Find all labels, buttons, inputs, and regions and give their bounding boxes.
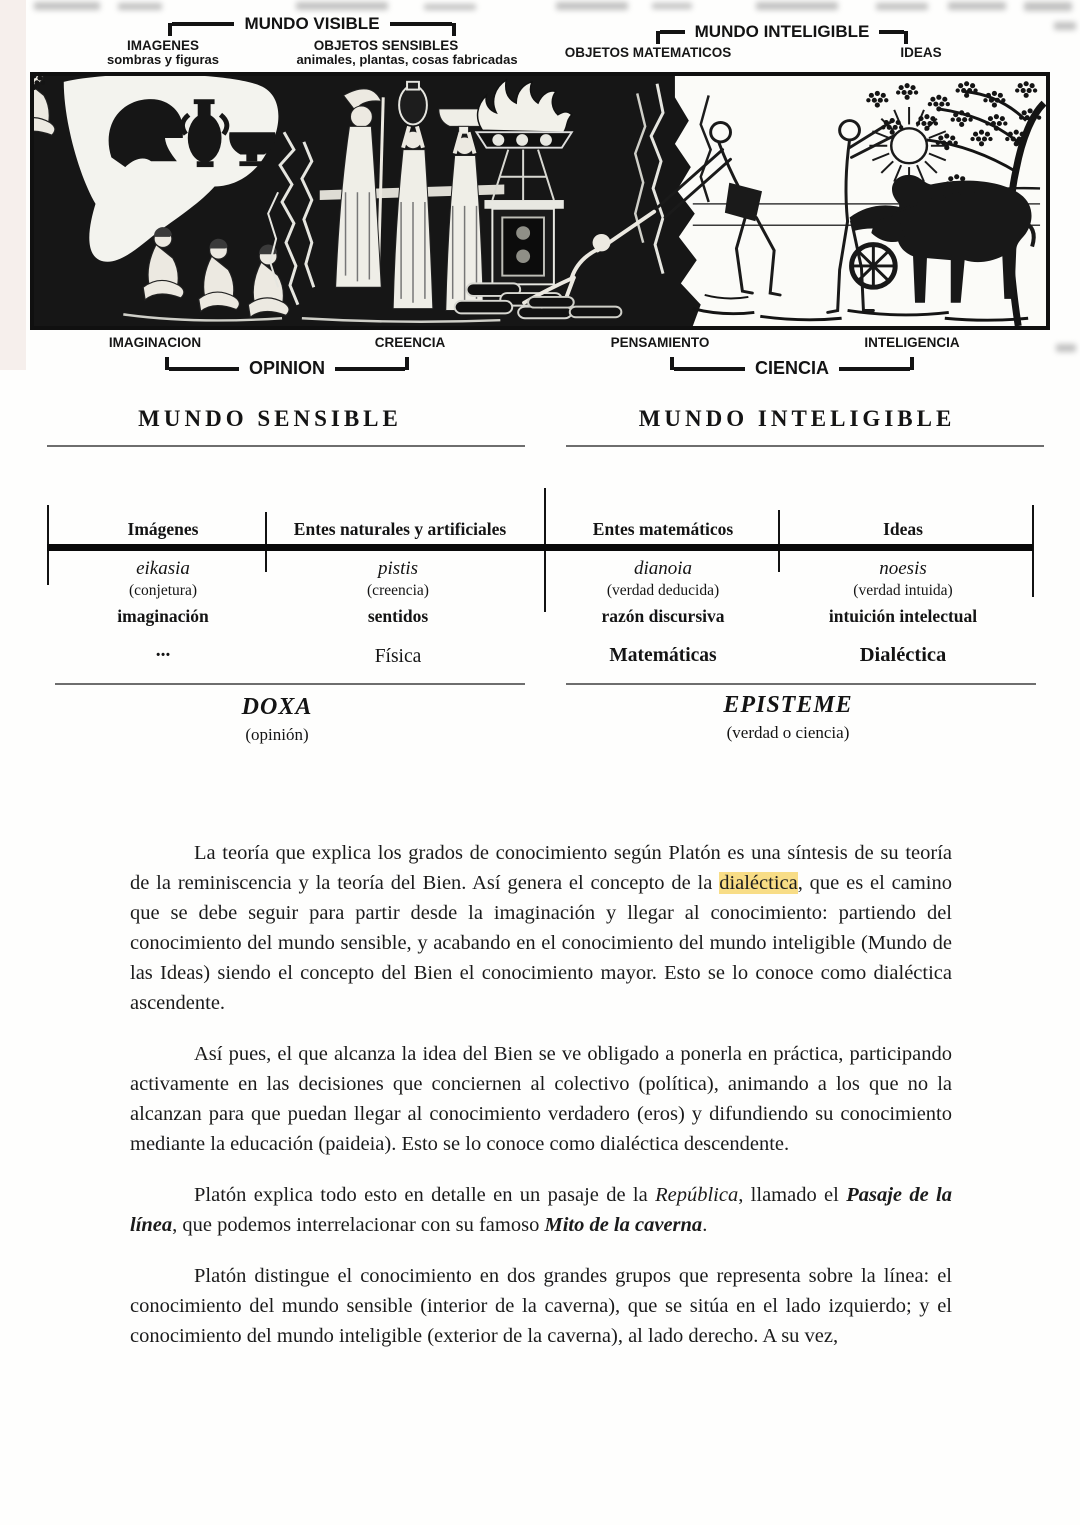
creencia-label: CREENCIA: [374, 335, 446, 350]
gloss-conjetura: (conjetura): [129, 582, 197, 599]
mundo-visible-bracket: [168, 14, 456, 34]
mundo-inteligible-bracket: [656, 22, 908, 42]
objetos-sensibles-sublabel: animales, plantas, cosas fabricadas: [296, 52, 518, 67]
scan-artifact: [296, 2, 388, 10]
scan-artifact: [756, 2, 838, 10]
title-rule-right: [566, 445, 1044, 447]
mundo-inteligible-title: MUNDO INTELIGIBLE: [638, 406, 956, 431]
faculty-razon-discursiva: razón discursiva: [601, 606, 725, 626]
bracket-bar: [172, 22, 234, 26]
bracket-bar: [335, 367, 405, 371]
faculty-sentidos: sentidos: [367, 606, 429, 626]
greek-pistis: pistis: [377, 558, 419, 579]
bracket-bar: [674, 367, 745, 371]
scan-artifact: [1056, 344, 1076, 352]
scan-artifact: [1024, 2, 1072, 11]
faculty-intuicion-intelectual: intuición intelectual: [828, 606, 978, 626]
body-text: [130, 838, 952, 1372]
opinion-label: OPINION: [249, 358, 326, 378]
col-header-ideas: Ideas: [883, 519, 923, 539]
discipline-dialectica: Dialéctica: [859, 644, 947, 666]
paragraph-pasaje-de-la-linea: Platón explica todo esto en detalle en un pasaje de la República, llamado el Pasaje de la línea, que podemos interrelacionar con su famoso Mito de la caverna.: [130, 1184, 952, 1236]
bracket-tick: [452, 23, 456, 36]
doxa-title: DOXA: [241, 694, 313, 720]
greek-noesis: noesis: [879, 558, 927, 579]
gloss-verdad-deducida: (verdad deducida): [606, 582, 720, 599]
mundo-sensible-title: MUNDO SENSIBLE: [138, 406, 402, 431]
gloss-verdad-intuida: (verdad intuida): [853, 582, 953, 599]
bracket-bar: [879, 30, 904, 34]
pensamiento-label: PENSAMIENTO: [610, 335, 710, 350]
paragraph-dialectica-ascendente: La teoría que explica los grados de conocimiento según Platón es una síntesis de su teoría de la reminiscencia y la teoría del Bien. Así genera el concepto de la dialéctica, que es el camino que se debe seguir para partir desde la imaginación y llegar al conocimiento: partiendo del conocimiento del mundo sensible, y acabando en el conocimiento del mundo inteligible (Mundo de las Ideas) siendo el concepto del Bien el conocimiento mayor. Esto se lo conoce como dialéctica ascendente.: [130, 842, 952, 1014]
discipline-fisica: Física: [374, 646, 422, 667]
col-header-imagenes: Imágenes: [127, 519, 199, 539]
scan-margin-tint: [0, 0, 26, 370]
imagenes-sublabel: sombras y figuras: [107, 52, 219, 67]
episteme-rule: [566, 683, 1036, 685]
bracket-bar: [169, 367, 239, 371]
cave-allegory-art: [34, 76, 1046, 326]
greek-dianoia: dianoia: [633, 558, 693, 579]
discipline-matematicas: Matemáticas: [609, 645, 717, 666]
table-vline-right: [1032, 505, 1034, 597]
scan-artifact: [652, 3, 692, 9]
table-vline-col1: [265, 512, 267, 572]
ciencia-bracket: [670, 358, 914, 379]
scan-artifact: [118, 3, 162, 10]
scan-artifact: [556, 2, 628, 10]
paragraph-dos-grandes-grupos: Platón distingue el conocimiento en dos grandes grupos que representa sobre la línea: el conocimiento del mundo sensible (interior de la caverna), que se sitúa en el lado izquierdo; y el conocimiento del mundo inteligible (exterior de la caverna), al lado derecho. A su vez,: [130, 1265, 952, 1347]
scan-artifact: [424, 4, 476, 10]
bracket-tick: [165, 357, 169, 370]
discipline-ellipsis: ...: [155, 640, 171, 661]
bracket-bar: [660, 30, 685, 34]
title-rule-left: [47, 445, 525, 447]
opinion-bracket: [165, 358, 409, 379]
bracket-tick: [168, 23, 172, 36]
bracket-tick: [904, 31, 908, 44]
gloss-creencia: (creencia): [367, 582, 429, 599]
table-vline-col3: [778, 510, 780, 572]
imaginacion-label: IMAGINACION: [108, 335, 202, 350]
ideas-label: IDEAS: [900, 45, 942, 60]
greek-eikasia: eikasia: [136, 558, 190, 579]
episteme-subtitle: (verdad o ciencia): [726, 723, 850, 742]
bracket-tick: [910, 357, 914, 370]
inteligencia-label: INTELIGENCIA: [864, 335, 960, 350]
bracket-tick: [405, 357, 409, 370]
doxa-subtitle: (opinión): [245, 725, 309, 744]
paragraph-dialectica-descendente: Así pues, el que alcanza la idea del Bien se ve obligado a ponerla en práctica, participando activamente en las decisiones que conciernen al colectivo (política), animando a los que no la alcanzan para que puedan llegar al conocimiento verdadero (eros) y difundiendo su conocimiento mediante la educación (paideia). Esto se lo conoce como dialéctica descendente.: [130, 1043, 952, 1155]
scan-artifact: [948, 2, 1006, 10]
table-divider-line: [47, 544, 1033, 551]
objetos-sensibles-label: OBJETOS SENSIBLES: [313, 38, 459, 53]
faculty-imaginacion: imaginación: [117, 606, 209, 626]
cave-allegory-illustration: [30, 72, 1050, 330]
bracket-bar: [839, 367, 910, 371]
mundo-visible-label: MUNDO VISIBLE: [244, 14, 380, 33]
scan-artifact: [1054, 22, 1076, 30]
col-header-entes-matematicos: Entes matemáticos: [592, 519, 734, 539]
objetos-matematicos-label: OBJETOS MATEMATICOS: [564, 45, 732, 60]
bracket-bar: [390, 22, 452, 26]
episteme-title: EPISTEME: [723, 692, 853, 718]
ciencia-label: CIENCIA: [755, 358, 830, 378]
scan-artifact: [34, 2, 100, 10]
scan-artifact: [876, 3, 928, 10]
imagenes-label: IMAGENES: [126, 38, 200, 53]
doxa-rule: [55, 683, 525, 685]
bracket-tick: [656, 31, 660, 44]
col-header-entes-naturales: Entes naturales y artificiales: [293, 519, 507, 539]
bracket-tick: [670, 357, 674, 370]
mundo-inteligible-label: MUNDO INTELIGIBLE: [694, 22, 870, 41]
